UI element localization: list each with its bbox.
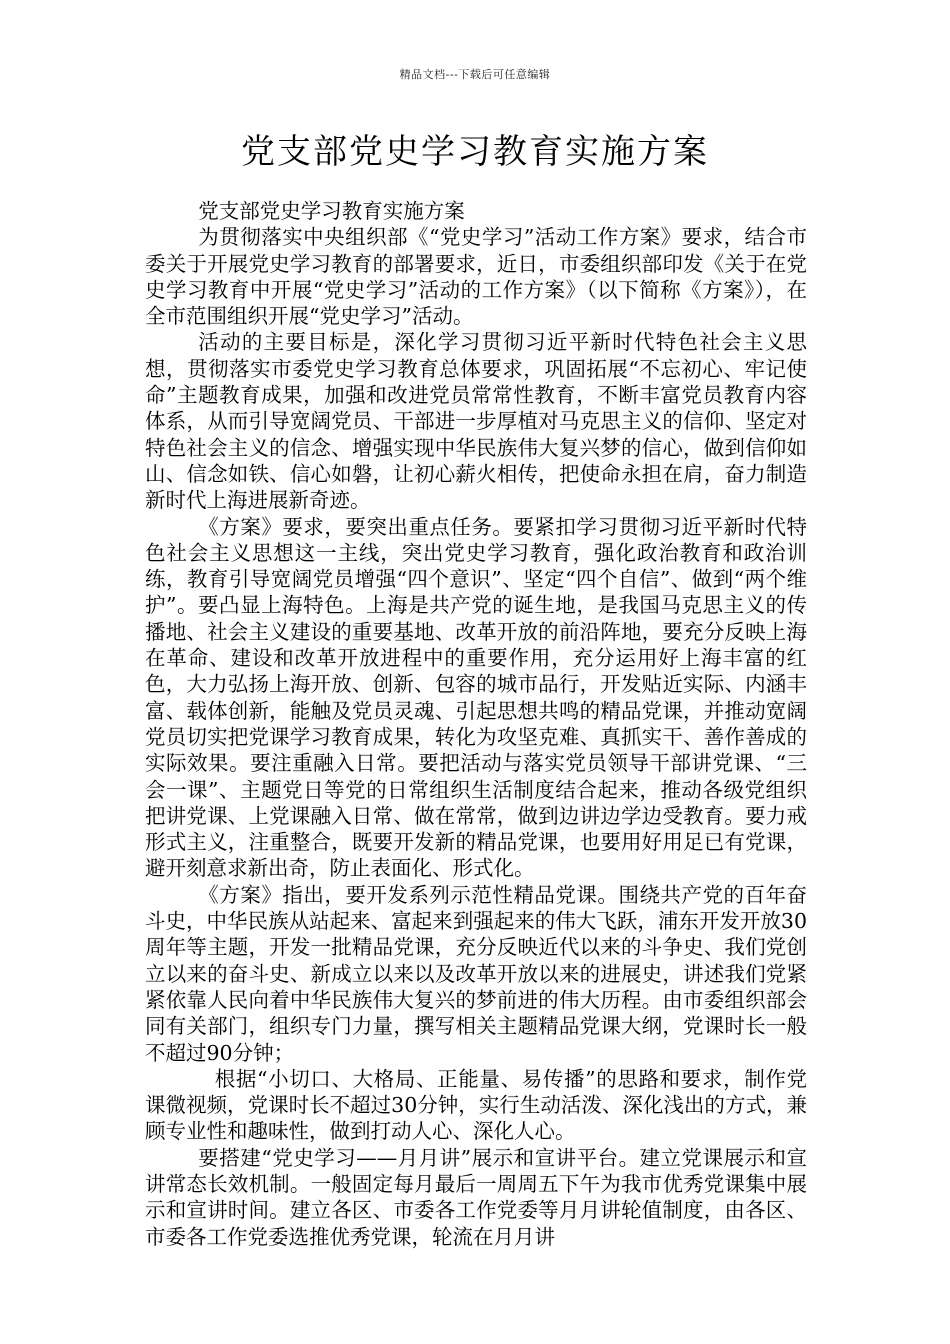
- body-paragraph: 活动的主要目标是，深化学习贯彻习近平新时代特色社会主义思想，贯彻落实市委党史学习教育总体要求，巩固拓展“不忘初心、牢记使命”主题教育成果，加强和改进党员常常性教育，不断丰富党员教育内容体系，从而引导宽阔党员、干部进一步厚植对马克思主义的信仰、坚定对特色社会主义的信念、增强实现中华民族伟大复兴梦的信心，做到信仰如山、信念如铁、信心如磐，让初心薪火相传，把使命永担在肩，奋力制造新时代上海进展新奇迹。: [145, 330, 807, 513]
- document-body: [145, 198, 807, 1250]
- body-subtitle: 党支部党史学习教育实施方案: [198, 199, 465, 223]
- document-title: 党支部党史学习教育实施方案: [241, 132, 709, 172]
- body-paragraph: 《方案》要求，要突出重点任务。要紧扣学习贯彻习近平新时代特色社会主义思想这一主线，突出党史学习教育，强化政治教育和政治训练，教育引导宽阔党员增强“四个意识”、坚定“四个自信”、做到“两个维护”。要凸显上海特色。上海是共产党的诞生地，是我国马克思主义的传播地、社会主义建设的重要基地、改革开放的前沿阵地，要充分反映上海在革命、建设和改革开放进程中的重要作用，充分运用好上海丰富的红色，大力弘扬上海开放、创新、包容的城市品行，开发贴近实际、内涵丰富、载体创新，能触及党员灵魂、引起思想共鸣的精品党课，并推动宽阔党员切实把党课学习教育成果，转化为攻坚克难、真抓实干、善作善成的实际效果。要注重融入日常。要把活动与落实党员领导干部讲党课、“三会一课”、主题党日等党的日常组织生活制度结合起来，推动各级党组织把讲党课、上党课融入日常、做在常常，做到边讲边学边受教育。要力戒形式主义，注重整合，既要开发新的精品党课，也要用好用足已有党课，避开刻意求新出奇，防止表面化、形式化。: [145, 514, 807, 881]
- body-paragraph: 为贯彻落实中央组织部《“党史学习”活动工作方案》要求，结合市委关于开展党史学习教育的部署要求，近日，市委组织部印发《关于在党史学习教育中开展“党史学习”活动的工作方案》（以下简称《方案》），在全市范围组织开展“党史学习”活动。: [145, 225, 807, 329]
- body-paragraph: 要搭建“党史学习——月月讲”展示和宣讲平台。建立党课展示和宣讲常态长效机制。一般固定每月最后一周周五下午为我市优秀党课集中展示和宣讲时间。建立各区、市委各工作党委等月月讲轮值制度，由各区、市委各工作党委选推优秀党课，轮流在月月讲: [145, 1145, 807, 1249]
- header-note: 精品文档---下载后可任意编辑: [399, 68, 551, 81]
- body-paragraph: 《方案》指出，要开发系列示范性精品党课。围绕共产党的百年奋斗史，中华民族从站起来、富起来到强起来的伟大飞跃，浦东开发开放30周年等主题，开发一批精品党课，充分反映近代以来的斗争史、我们党创立以来的奋斗史、新成立以来以及改革开放以来的进展史，讲述我们党紧紧依靠人民向着中华民族伟大复兴的梦前进的伟大历程。由市委组织部会同有关部门，组织专门力量，撰写相关主题精品党课大纲，党课时长一般不超过90分钟；: [145, 882, 807, 1065]
- body-paragraph: 根据“小切口、大格局、正能量、易传播”的思路和要求，制作党课微视频，党课时长不超过30分钟，实行生动活泼、深化浅出的方式，兼顾专业性和趣味性，做到打动人心、深化人心。: [145, 1066, 807, 1144]
